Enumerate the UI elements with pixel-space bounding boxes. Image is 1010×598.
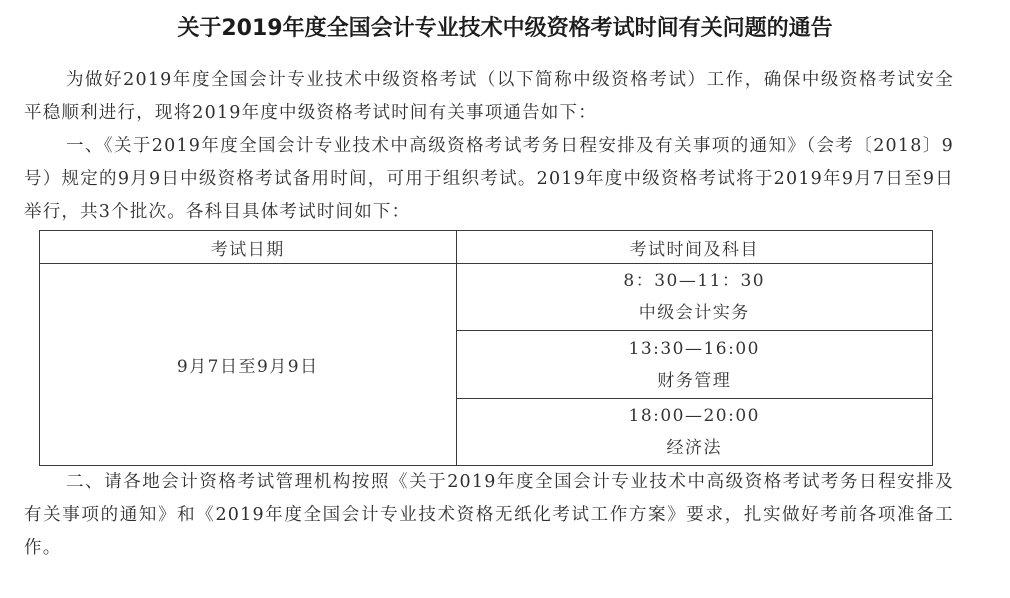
- slot-time: 13:30—16:00: [628, 338, 760, 359]
- slot-time: 18:00—20:00: [628, 405, 760, 426]
- time-slot-cell: [456, 398, 933, 465]
- slot-subject: 中级会计实务: [638, 303, 750, 324]
- item-one-paragraph: 一、《关于2019年度全国会计专业技术中高级资格考试考务日程安排及有关事项的通知》（会考〔2018〕9号）规定的9月9日中级资格考试备用时间，可用于组织考试。2019年度中级资格考试将于2019年9月7日至9日举行，共3个批次。各科目具体考试时间如下：: [24, 136, 954, 222]
- intro-paragraph: 为做好2019年度全国会计专业技术中级资格考试（以下简称中级资格考试）工作，确保中级资格考试安全平稳顺利进行，现将2019年度中级资格考试时间有关事项通告如下：: [24, 70, 954, 123]
- exam-date-cell: 9月7日至9月9日: [40, 264, 457, 466]
- slot-subject: 经济法: [666, 437, 722, 458]
- table-row: [40, 264, 933, 331]
- slot-time: 8：30—11：30: [623, 271, 766, 292]
- document-title: 关于2019年度全国会计专业技术中级资格考试时间有关问题的通告: [177, 16, 833, 41]
- header-exam-time-subject: 考试时间及科目: [456, 231, 933, 264]
- time-slot-cell: [456, 264, 933, 331]
- item-two-paragraph: 二、请各地会计资格考试管理机构按照《关于2019年度全国会计专业技术中高级资格考试考务日程安排及有关事项的通知》和《2019年度全国会计专业技术资格无纸化考试工作方案》要求，扎实做好考前各项准备工作。: [24, 472, 954, 558]
- header-exam-date: 考试日期: [40, 231, 457, 264]
- table-header-row: [40, 231, 933, 264]
- slot-subject: 财务管理: [657, 370, 732, 391]
- time-slot-cell: [456, 331, 933, 398]
- exam-schedule-table: [39, 230, 933, 466]
